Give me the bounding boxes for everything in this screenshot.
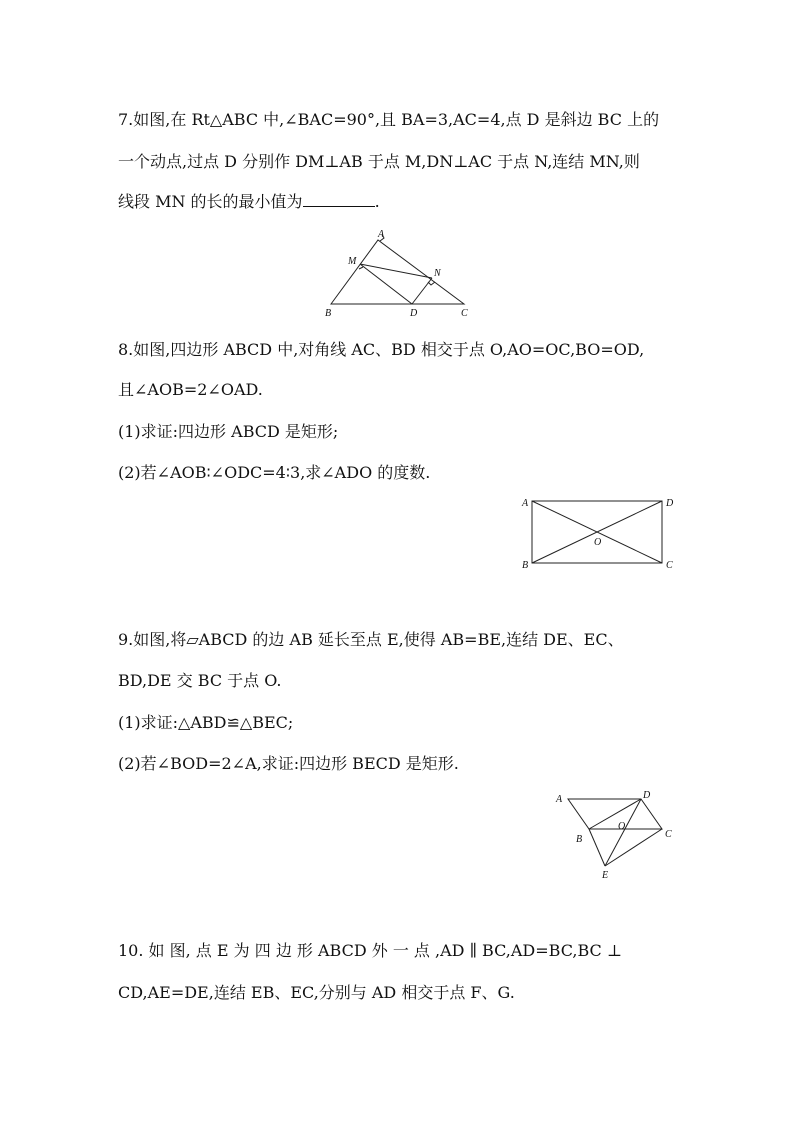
segment-be <box>589 829 605 866</box>
triangle-abc <box>331 240 464 304</box>
q9-text-line-3: (1)求证:△ABD≌△BEC; <box>118 713 294 732</box>
q10-text-line-1: 10. 如 图, 点 E 为 四 边 形 ABCD 外 一 点 ,AD ∥ BC,AD=BC,BC ⊥ <box>118 941 622 960</box>
q7-text-line-3 <box>118 192 380 212</box>
q8-rectangle-figure <box>515 490 685 575</box>
q8-text-line-3: (1)求证:四边形 ABCD 是矩形; <box>118 422 339 441</box>
label-e: E <box>602 870 609 881</box>
q9-text-line-1: 9.如图,将▱ABCD 的边 AB 延长至点 E,使得 AB=BE,连结 DE、EC、 <box>118 630 624 649</box>
label-a: A <box>378 229 385 240</box>
q7-period: . <box>374 192 380 211</box>
label-o: O <box>618 821 626 832</box>
right-angle-mark-n <box>428 282 435 285</box>
label-b: B <box>522 560 529 571</box>
label-c: C <box>461 308 468 319</box>
label-m: M <box>348 256 357 267</box>
label-b: B <box>325 308 332 319</box>
label-d: D <box>643 790 651 801</box>
label-a: A <box>556 794 563 805</box>
q9-text-line-2: BD,DE 交 BC 于点 O. <box>118 671 282 690</box>
q7-text-line-1: 7.如图,在 Rt△ABC 中,∠BAC=90°,且 BA=3,AC=4,点 D 是斜边 BC 上的 <box>118 110 660 129</box>
label-b: B <box>576 834 583 845</box>
q7-question-text: 线段 MN 的长的最小值为 <box>118 192 303 211</box>
label-a: A <box>522 498 529 509</box>
right-angle-mark-m <box>359 267 363 269</box>
segment-md <box>360 264 412 304</box>
q7-triangle-figure <box>320 225 480 325</box>
label-c: C <box>665 829 672 840</box>
q9-parallelogram-figure <box>550 788 680 883</box>
segment-mn <box>360 264 432 278</box>
q9-text-line-4: (2)若∠BOD=2∠A,求证:四边形 BECD 是矩形. <box>118 754 459 773</box>
segment-dn <box>412 278 432 304</box>
label-d: D <box>410 308 418 319</box>
label-o: O <box>594 537 602 548</box>
q8-text-line-4: (2)若∠AOB∶∠ODC=4∶3,求∠ADO 的度数. <box>118 463 431 482</box>
q8-text-line-2: 且∠AOB=2∠OAD. <box>118 380 263 399</box>
q10-text-line-2: CD,AE=DE,连结 EB、EC,分别与 AD 相交于点 F、G. <box>118 983 515 1002</box>
label-d: D <box>666 498 674 509</box>
answer-blank <box>303 192 375 207</box>
label-c: C <box>666 560 673 571</box>
label-n: N <box>434 268 441 279</box>
q7-text-line-2: 一个动点,过点 D 分别作 DM⊥AB 于点 M,DN⊥AC 于点 N,连结 MN,则 <box>118 152 640 171</box>
segment-ec <box>605 829 662 866</box>
q8-text-line-1: 8.如图,四边形 ABCD 中,对角线 AC、BD 相交于点 O,AO=OC,BO=OD, <box>118 340 645 359</box>
